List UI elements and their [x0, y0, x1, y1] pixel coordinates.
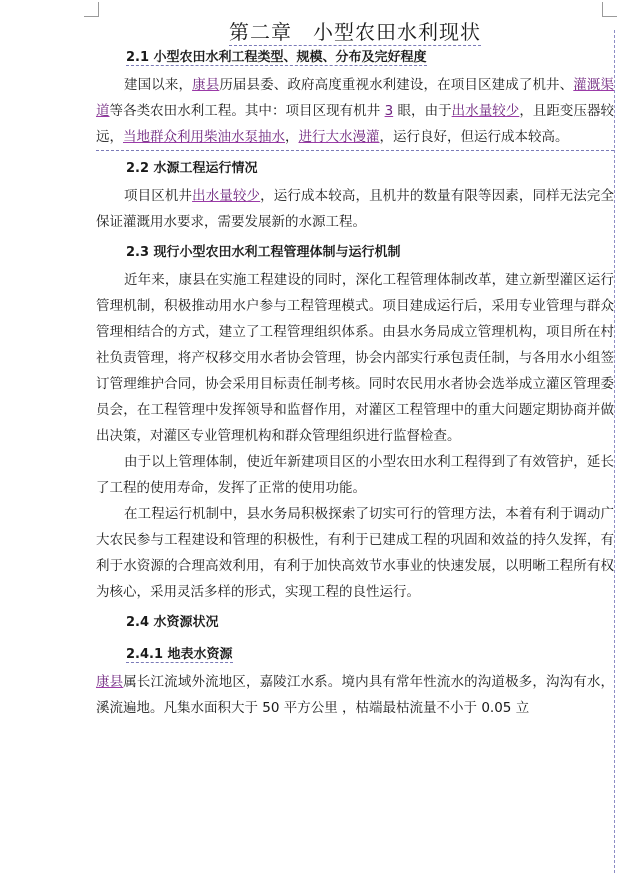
- chapter-title: [96, 12, 614, 44]
- revision-margin-line: [614, 30, 615, 873]
- document-page: [96, 12, 614, 721]
- revision-mark: 康县: [192, 77, 220, 93]
- paragraph-2-4-1: [96, 669, 614, 721]
- section-heading-2-1: [96, 44, 614, 72]
- text-run: 项目区机井: [124, 188, 193, 204]
- section-heading-2-4-1: [96, 641, 614, 669]
- text-run: 建国以来，: [124, 77, 193, 93]
- paragraph-2-2: [96, 183, 614, 235]
- text-run: 等各类农田水利工程。其中：项目区现有机井: [109, 103, 385, 119]
- chapter-title-text: 第二章 小型农田水利现状: [229, 20, 481, 44]
- text-run: ，运行良好，但运行成本较高。: [379, 129, 569, 145]
- section-heading-2-2: [96, 155, 614, 183]
- revision-mark: 当地群众利用柴油水泵抽水: [123, 129, 285, 145]
- text-run: 历届县委、政府高度重视水利建设，在项目区建成了机井、: [219, 77, 574, 93]
- paragraph-2-3-2: 由于以上管理体制，使近年新建项目区的小型农田水利工程得到了有效管护，延长了工程的使用寿命，发挥了正常的使用功能。: [96, 454, 614, 496]
- revision-mark: 进行大水漫灌: [298, 129, 380, 145]
- paragraph-2-1: [96, 72, 614, 151]
- revision-mark: 出水量较少: [192, 188, 261, 204]
- text-run: ，且距变压器较远，: [96, 103, 615, 145]
- revision-mark: 3: [384, 103, 394, 119]
- text-run: 属长江流域外流地区，嘉陵江水系。境内具有常年性流水的沟道极多，沟沟有水，溪流遍地。凡集水面积大于 50 平方公里 ，枯端最枯流量不小于 0.05 立: [96, 674, 615, 716]
- revision-mark: 灌溉渠道: [96, 77, 615, 119]
- paragraph-2-3-3: 在工程运行机制中，县水务局积极探索了切实可行的管理方法，本着有利于调动广大农民参与工程建设和管理的积极性，有利于已建成工程的巩固和效益的持久发挥，有利于水资源的合理高效利用，有利于加快高效节水事业的快速发展，以明晰工程所有权为核心，采用灵活多样的形式，实现工程的良性运行。: [96, 506, 614, 600]
- section-heading-2-3: [96, 239, 614, 267]
- section-heading-2-2-text: 2.2 水源工程运行情况: [126, 161, 258, 176]
- revision-mark: 出水量较少: [451, 103, 520, 119]
- text-run: 眼，由于: [393, 103, 452, 119]
- text-run: ，运行成本较高，且机井的数量有限等因素，同样无法完全保证灌溉用水要求，需要发展新的水源工程。: [96, 188, 615, 230]
- section-heading-2-4: [96, 609, 614, 637]
- section-heading-2-4-text: 2.4 水资源状况: [126, 615, 219, 630]
- revision-mark: 康县: [96, 674, 124, 690]
- text-run: ，: [285, 129, 299, 145]
- section-heading-2-1-text: 2.1 小型农田水利工程类型、规模、分布及完好程度: [126, 50, 427, 65]
- section-heading-2-4-1-text: 2.4.1 地表水资源: [126, 647, 233, 662]
- section-heading-2-3-text: 2.3 现行小型农田水利工程管理体制与运行机制: [126, 245, 401, 260]
- paragraph-2-3-1: 近年来，康县在实施工程建设的同时，深化工程管理体制改革，建立新型灌区运行管理机制，积极推动用水户参与工程管理模式。项目建成运行后，采用专业管理与群众管理相结合的方式，建立了工程管理组织体系。由县水务局成立管理机构，项目所在村社负责管理，将产权移交用水者协会管理，协会内部实行承包责任制，与各用水小组签订管理维护合同，协会采用目标责任制考核。同时农民用水者协会选举成立灌区管理委员会，在工程管理中发挥领导和监督作用，对灌区工程管理中的重大问题定期协商并做出决策，对灌区专业管理机构和群众管理组织进行监督检查。: [96, 272, 614, 444]
